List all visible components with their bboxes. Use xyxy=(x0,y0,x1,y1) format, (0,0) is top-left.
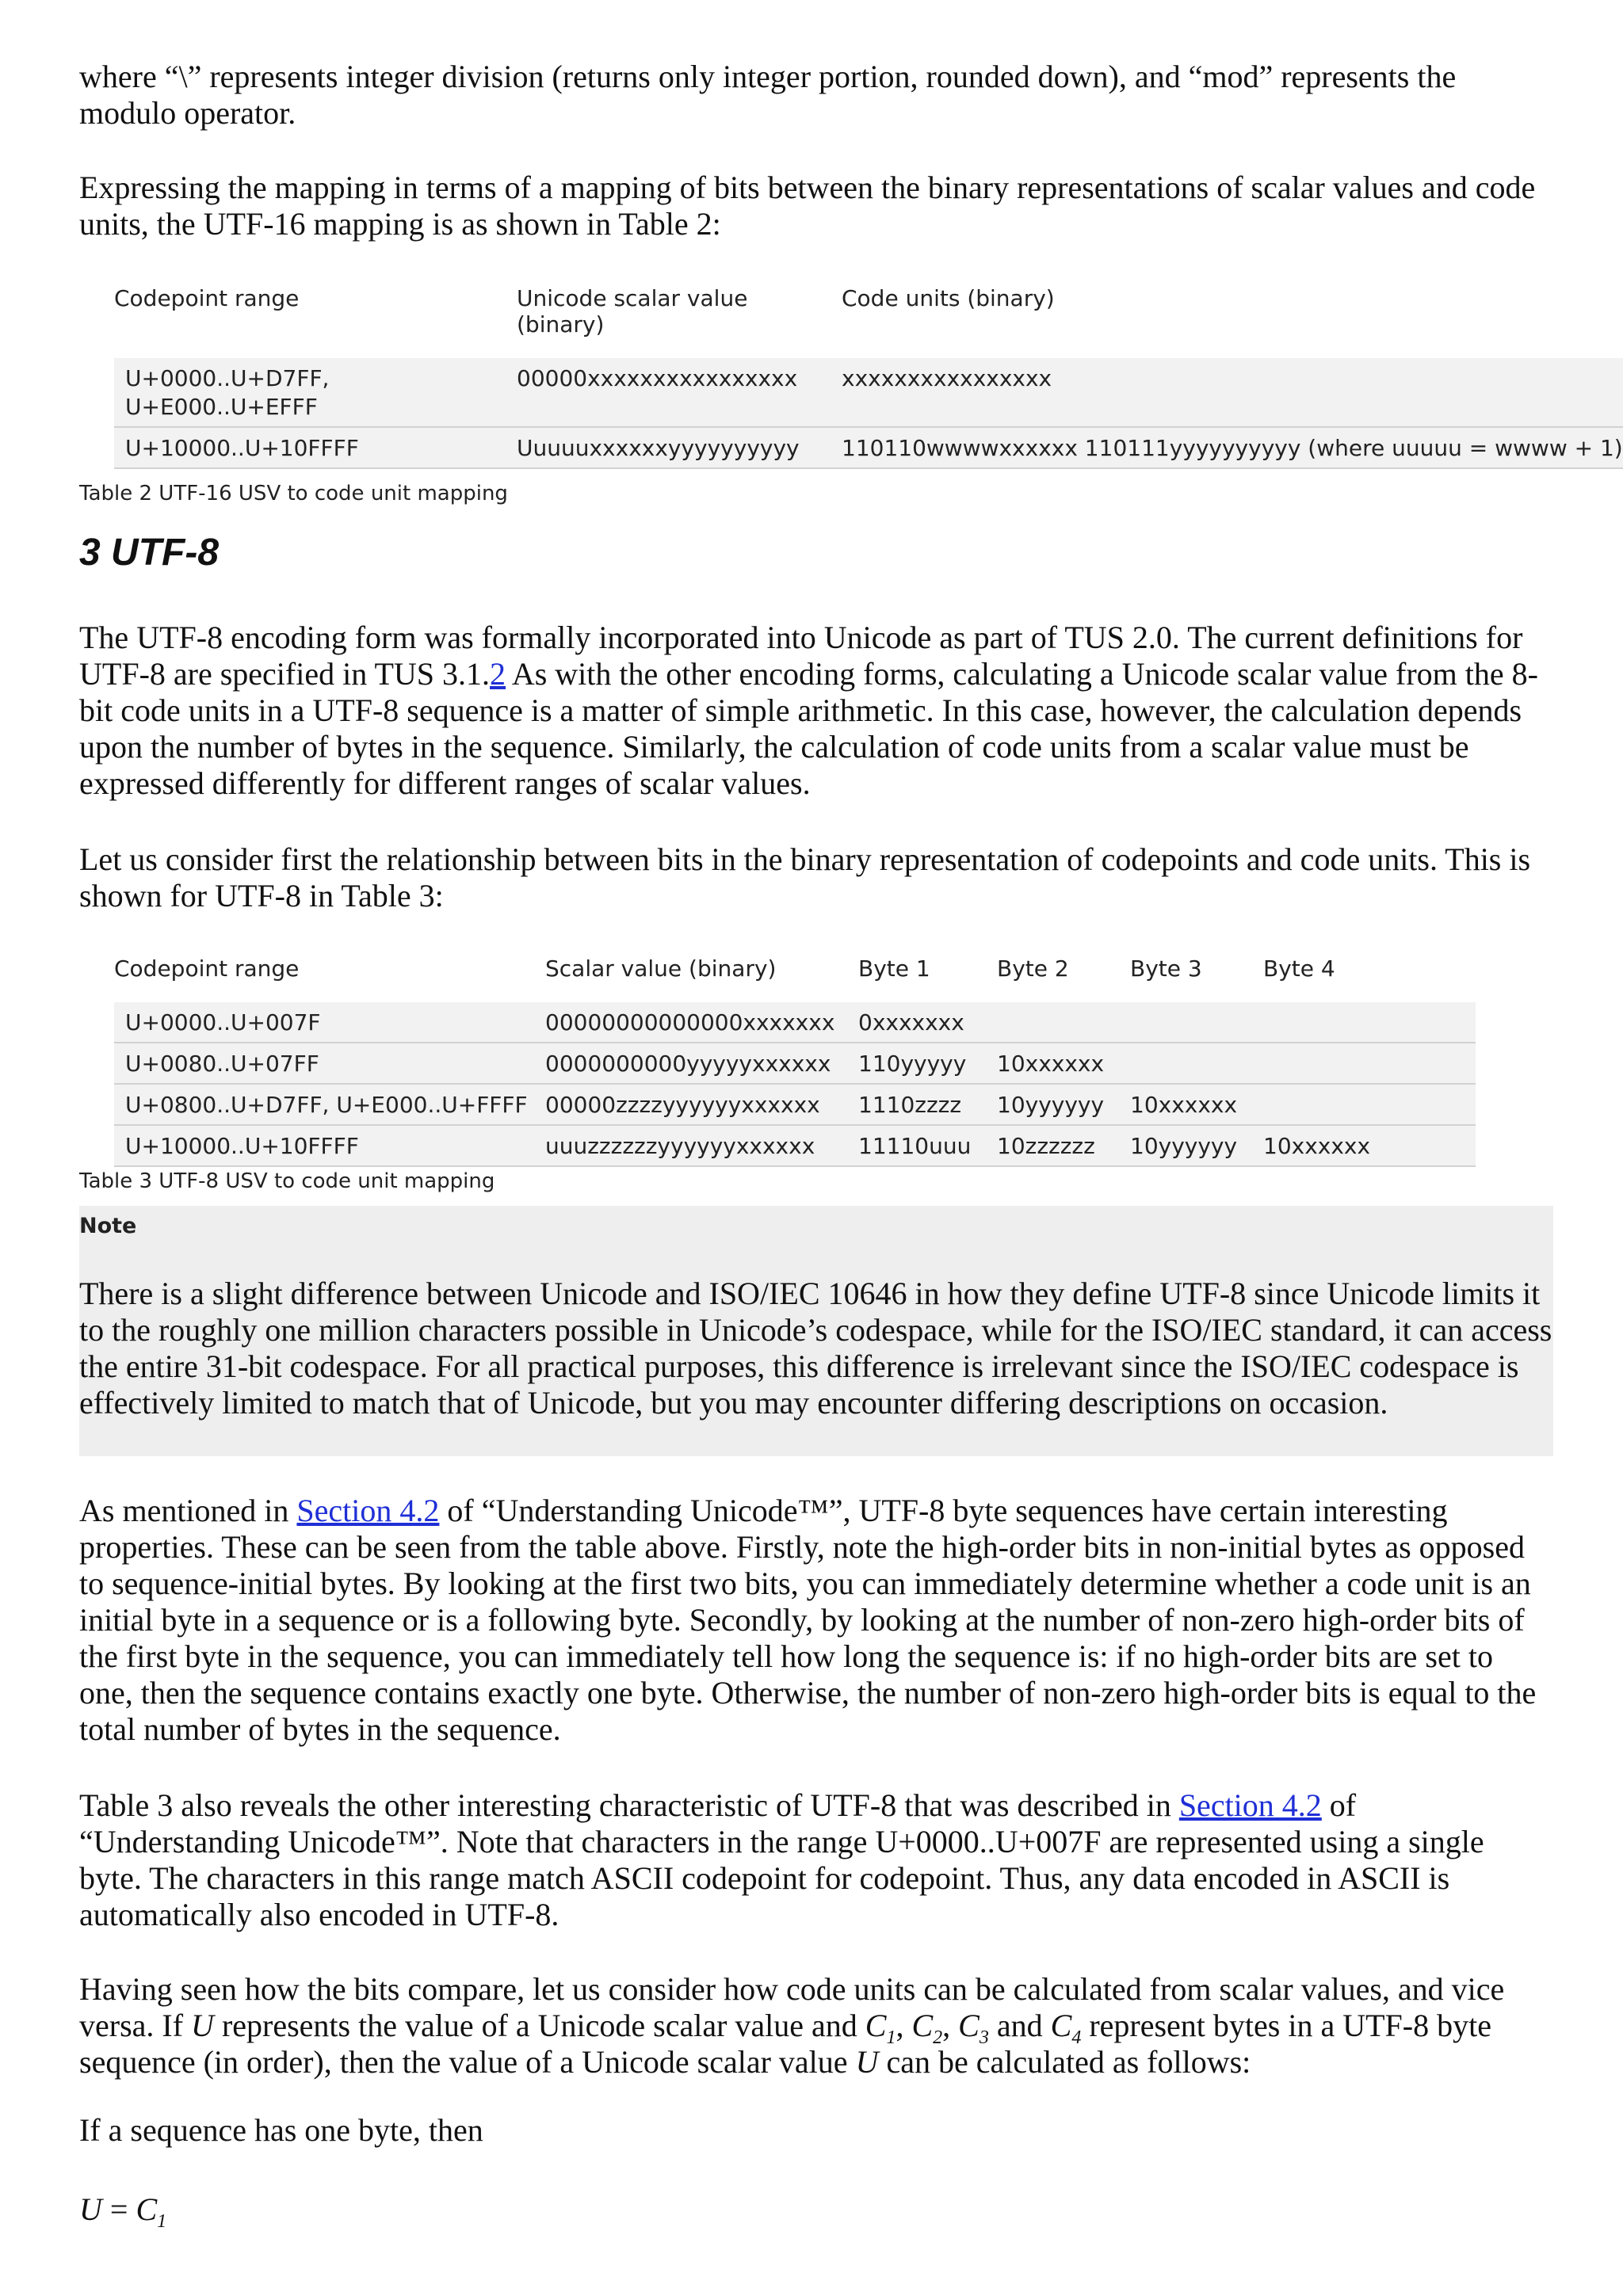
table-row xyxy=(114,358,1623,427)
table-cell xyxy=(1263,1002,1476,1043)
variable-c: C xyxy=(865,2008,887,2043)
paragraph-text: of “Understanding Unicode™”, UTF-8 byte sequences have certain interesting properties. These can be seen from the table above. Firstly, note the high-order bits in non-initial bytes as opposed to sequence-initial bytes. By looking at the first two bits, you can immediately determine whether a code unit is an initial byte in a sequence or is a following byte. Secondly, by looking at the number of non-zero high-order bits of the first byte in the sequence, you can immediately tell how long the sequence is: if no high-order bits are set to one, then the sequence contains exactly one byte. Otherwise, the number of non-zero high-order bits is equal to the total number of bytes in the sequence. xyxy=(79,1493,1537,1747)
separator: and xyxy=(988,2008,1051,2043)
utf8-intro-paragraph xyxy=(79,620,1553,802)
table-3-caption: Table 3 UTF-8 USV to code unit mapping xyxy=(79,1169,495,1193)
variable-u: U xyxy=(855,2044,879,2080)
table-2-header: Unicode scalar value (binary) xyxy=(517,285,748,338)
subscript: 3 xyxy=(979,2027,989,2048)
table-row xyxy=(114,1125,1476,1166)
subscript: 1 xyxy=(886,2027,896,2048)
paragraph-text: As mentioned in xyxy=(79,1493,297,1528)
section-4-2-link[interactable]: Section 4.2 xyxy=(296,1493,440,1528)
table-cell xyxy=(1263,1043,1476,1084)
table-cell: U+10000..U+10FFFF xyxy=(114,427,517,468)
paragraph-text: represents the value of a Unicode scalar value and xyxy=(213,2008,865,2043)
table-row xyxy=(114,1084,1476,1125)
table-cell xyxy=(1263,1084,1476,1125)
table-cell xyxy=(1130,1043,1263,1084)
table-row xyxy=(114,1002,1476,1043)
paragraph-text: represent bytes in a UTF-8 byte sequence (in order), then the value of a Unicode scalar value xyxy=(79,2008,1491,2080)
table-cell: 00000000000000xxxxxxx xyxy=(545,1002,858,1043)
paragraph-text: The UTF-8 encoding form was formally incorporated into Unicode as part of TUS 2.0. The current definitions for UTF-8 are specified in TUS 3.1. xyxy=(79,620,1523,692)
table-3-paragraph xyxy=(79,1787,1553,1933)
table-cell: U+0080..U+07FF xyxy=(114,1043,545,1084)
variable-c: C xyxy=(958,2008,980,2043)
table-cell: 10xxxxxx xyxy=(1130,1084,1263,1125)
variable-c: C xyxy=(911,2008,934,2043)
paragraph-text: As with the other encoding forms, calculating a Unicode scalar value from the 8-bit code units in a UTF-8 sequence is a matter of simple arithmetic. In this case, however, the calculation depends upon the number of bytes in the sequence. Similarly, the calculation of code units from a scalar value must be expressed differently for different ranges of scalar values. xyxy=(79,656,1538,801)
table-3-header-row xyxy=(114,955,1476,1002)
table-cell: xxxxxxxxxxxxxxxx xyxy=(842,358,1623,427)
table-cell: 110110wwwwxxxxxx 110111yyyyyyyyyy (where uuuuu = wwww + 1) xyxy=(842,427,1623,468)
table-row xyxy=(114,1043,1476,1084)
table-2 xyxy=(114,285,1623,469)
section-4-2-link[interactable]: Section 4.2 xyxy=(1178,1787,1322,1823)
paragraph-text: Having seen how the bits compare, let us consider how code units can be calculated from scalar values, and vice versa. If xyxy=(79,1971,1505,2043)
table-3-header: Byte 1 xyxy=(858,955,930,982)
table-cell: 10xxxxxx xyxy=(997,1043,1130,1084)
table-2-header: Code units (binary) xyxy=(842,285,1055,311)
one-byte-paragraph: If a sequence has one byte, then xyxy=(79,2112,483,2148)
table-cell: uuuzzzzzzyyyyyyxxxxxx xyxy=(545,1125,858,1166)
subscript: 1 xyxy=(157,2211,167,2232)
subscript: 4 xyxy=(1071,2027,1082,2048)
variable-c: C xyxy=(1050,2008,1072,2043)
table-cell: Uuuuuxxxxxxyyyyyyyyyy xyxy=(517,427,842,468)
equals-sign: = xyxy=(101,2191,136,2227)
table-2-header-row xyxy=(114,285,1623,358)
table-cell xyxy=(1130,1002,1263,1043)
table-cell: 00000xxxxxxxxxxxxxxxx xyxy=(517,358,842,427)
bits-paragraph: Let us consider first the relationship between bits in the binary representation of codepoints and code units. This is shown for UTF-8 in Table 3: xyxy=(79,841,1531,913)
table-cell: U+10000..U+10FFFF xyxy=(114,1125,545,1166)
table-3-header: Byte 4 xyxy=(1263,955,1335,982)
note-box xyxy=(79,1206,1553,1456)
table-cell: 0xxxxxxx xyxy=(858,1002,997,1043)
footnote-link[interactable]: 2 xyxy=(490,656,506,692)
subscript: 2 xyxy=(933,2027,943,2048)
table-2-caption: Table 2 UTF-16 USV to code unit mapping xyxy=(79,482,508,505)
section-heading: 3 UTF-8 xyxy=(79,532,220,574)
table-cell: 00000zzzzyyyyyyxxxxxx xyxy=(545,1084,858,1125)
table-3-header: Byte 3 xyxy=(1130,955,1202,982)
table-cell: 10xxxxxx xyxy=(1263,1125,1476,1166)
table-row xyxy=(114,427,1623,468)
table-3-header: Byte 2 xyxy=(997,955,1069,982)
variable-c: C xyxy=(136,2191,158,2227)
paragraph-text: of “Understanding Unicode™”. Note that characters in the range U+0000..U+007F are represented using a single byte. The characters in this range match ASCII codepoint for codepoint. Thus, any data encoded in ASCII is automatically also encoded in UTF-8. xyxy=(79,1787,1484,1932)
table-cell xyxy=(997,1002,1130,1043)
separator: , xyxy=(896,2008,912,2043)
table-3-header: Codepoint range xyxy=(114,955,300,982)
table-cell: 110yyyyy xyxy=(858,1043,997,1084)
table-cell: 10yyyyyy xyxy=(1130,1125,1263,1166)
separator: , xyxy=(942,2008,959,2043)
variable-u: U xyxy=(79,2191,102,2227)
table-cell: 0000000000yyyyyxxxxxx xyxy=(545,1043,858,1084)
table-cell: 1110zzzz xyxy=(858,1084,997,1125)
table-3-header: Scalar value (binary) xyxy=(545,955,777,982)
note-label: Note xyxy=(79,1214,137,1238)
intro-paragraph-2: Expressing the mapping in terms of a mapping of bits between the binary representations of scalar values and code units, the UTF-16 mapping is as shown in Table 2: xyxy=(79,170,1536,242)
table-cell: 10yyyyyy xyxy=(997,1084,1130,1125)
paragraph-text: Table 3 also reveals the other interesting characteristic of UTF-8 that was described in xyxy=(79,1787,1179,1823)
table-cell: U+0000..U+007F xyxy=(114,1002,545,1043)
table-cell: U+0000..U+D7FF, U+E000..U+EFFF xyxy=(114,358,517,427)
properties-paragraph xyxy=(79,1493,1553,1748)
table-3 xyxy=(114,955,1476,1167)
table-2-header: Codepoint range xyxy=(114,285,300,311)
note-text: There is a slight difference between Unicode and ISO/IEC 10646 in how they define UTF-8 since Unicode limits it to the roughly one million characters possible in Unicode’s codespace, while for the ISO/IEC standard, it can access the entire 31-bit codespace. For all practical purposes, this difference is irrelevant since the ISO/IEC codespace is effectively limited to match that of Unicode, but you may encounter differing descriptions on occasion. xyxy=(79,1276,1552,1421)
formula xyxy=(79,2191,1553,2232)
table-cell: 11110uuu xyxy=(858,1125,997,1166)
calculation-paragraph xyxy=(79,1971,1553,2081)
intro-paragraph-1: where “\” represents integer division (returns only integer portion, rounded down), and “mod” represents the modulo operator. xyxy=(79,59,1457,131)
table-cell: U+0800..U+D7FF, U+E000..U+FFFF xyxy=(114,1084,545,1125)
paragraph-text: can be calculated as follows: xyxy=(878,2044,1251,2080)
table-cell: 10zzzzzz xyxy=(997,1125,1130,1166)
variable-u: U xyxy=(191,2008,214,2043)
